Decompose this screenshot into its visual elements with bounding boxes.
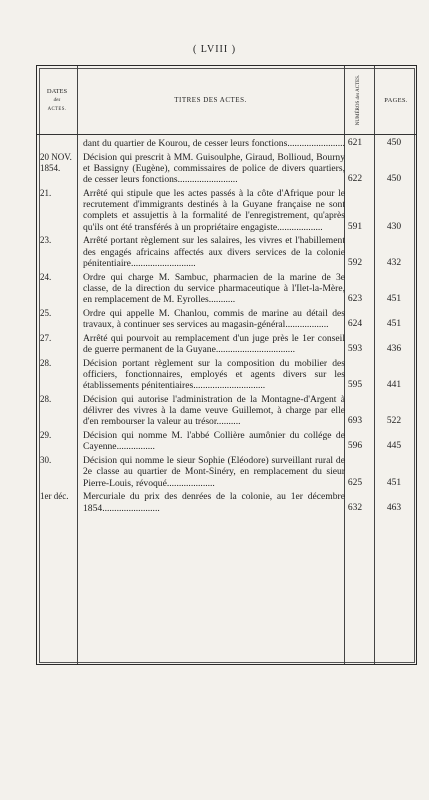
list-item xyxy=(37,152,416,186)
list-item xyxy=(37,188,416,233)
header-dates-line2: des xyxy=(53,97,61,103)
entry-number: 591 xyxy=(347,221,363,232)
entry-title: Arrêté qui pourvoit au remplacement d'un juge près le 1er conseil de guerre permanent de la Guyane................................. xyxy=(83,332,345,356)
entry-title: Décision qui nomme M. l'abbé Collière aumônier du collége de Cayenne................ xyxy=(83,430,345,453)
entry-page: 463 xyxy=(386,502,402,513)
entry-page: 436 xyxy=(386,344,402,355)
header-titles: TITRES DES ACTES. xyxy=(174,96,247,104)
entry-page: 430 xyxy=(386,221,402,232)
entry-date: 25. xyxy=(40,307,52,318)
header-dates-line1: DATES xyxy=(46,87,68,95)
entry-date: 28. xyxy=(40,394,52,405)
entry-title: Mercuriale du prix des denrées de la colonie, au 1er décembre 1854........................ xyxy=(83,491,345,514)
header-numeros xyxy=(344,66,374,134)
entry-number: 596 xyxy=(347,441,363,452)
entry-page: 445 xyxy=(386,441,402,452)
entry-page: 450 xyxy=(386,138,402,148)
header-numeros-line1: NUMÉROS xyxy=(356,100,362,126)
entry-number: 595 xyxy=(347,380,363,391)
header-numeros-line3: ACTES. xyxy=(356,74,362,92)
entry-title: Décision qui nomme le sieur Sophie (Eléodore) surveillant rural de 2e classe au quartier de Mont-Sinéry, en remplacement du sieur Pierre-Louis, révoqué.................... xyxy=(83,455,345,489)
header-dates-line3: ACTES. xyxy=(47,106,67,112)
list-item xyxy=(37,272,416,306)
list-item xyxy=(37,308,416,330)
entry-page: 432 xyxy=(386,257,402,268)
list-item xyxy=(37,455,416,489)
entry-number: 622 xyxy=(347,174,363,185)
entry-title: Décision qui autorise l'administration de la Montagne-d'Argent à délivrer des vivres à la dame veuve Guillemot, à charge par elle d'en rembourser la valeur au trésor.......... xyxy=(83,394,345,428)
entry-date: 29. xyxy=(40,430,52,441)
entry-number: 625 xyxy=(347,477,363,488)
list-item xyxy=(37,394,416,428)
entry-number: 621 xyxy=(347,138,363,148)
header-numeros-text xyxy=(356,75,362,125)
entry-page: 451 xyxy=(386,477,402,488)
entry-title: Décision qui prescrit à MM. Guisoulphe, Giraud, Bollioud, Bourny et Bassigny (Eugène), commissaires de police de divers quartiers, de cesser leurs fonctions......................... xyxy=(83,151,345,186)
header-pages: PAGES. xyxy=(384,96,408,104)
header-dates xyxy=(37,66,77,134)
entry-date: 23. xyxy=(40,235,52,246)
entry-title: Arrêté portant règlement sur les salaires, les vivres et l'habillement des engagés africains affectés aux divers services de la colonie pénitentiaire........................... xyxy=(83,235,345,269)
list-item xyxy=(37,491,416,513)
entry-number: 623 xyxy=(347,294,363,305)
entry-number: 624 xyxy=(347,319,363,330)
entry-date: 28. xyxy=(40,357,52,368)
header-numeros-line2: des xyxy=(356,92,362,100)
entries-list xyxy=(37,138,416,516)
entry-title: Ordre qui charge M. Sambuc, pharmacien de la marine de 3e classe, de la direction du service pharmaceutique à l'Ilet-la-Mère, en remplacement de M. Eyrolles........... xyxy=(83,271,345,306)
entry-number: 593 xyxy=(347,344,363,355)
entry-number: 592 xyxy=(347,257,363,268)
entry-title: dant du quartier de Kourou, de cesser leurs fonctions........................ xyxy=(83,138,345,149)
entry-title: Décision portant règlement sur la composition du mobilier des officiers, fonctionnaires, employés et agents divers sur les établissements pénitentiaires.............................. xyxy=(83,357,345,392)
list-item xyxy=(37,430,416,452)
list-item xyxy=(37,235,416,269)
entry-page: 522 xyxy=(386,416,402,427)
list-item xyxy=(37,333,416,355)
entry-title: Ordre qui appelle M. Chanlou, commis de marine au détail des travaux, à continuer ses services au magasin-général.................. xyxy=(83,307,345,331)
entry-date: 20 NOV. 1854. xyxy=(40,151,72,173)
entry-title: Arrêté qui stipule que les actes passés à la côte d'Afrique pour le recrutement d'immigrants destinés à la Guyane française ne sont complets et assujettis à la formalité de l'enregistrement, qu'après qu'ils ont été transférés à un propriétaire engagiste................... xyxy=(83,188,345,233)
header-divider xyxy=(37,134,416,135)
entry-date: 27. xyxy=(40,332,52,343)
entry-page: 441 xyxy=(386,380,402,391)
entry-number: 632 xyxy=(347,502,363,513)
list-item xyxy=(37,138,416,149)
entry-page: 451 xyxy=(386,319,402,330)
page-number: ( LVIII ) xyxy=(192,44,237,55)
entry-date: 21. xyxy=(40,188,52,198)
entry-date: 1er déc. xyxy=(40,491,69,502)
entry-page: 451 xyxy=(386,294,402,305)
entry-date: 24. xyxy=(40,271,52,282)
index-table xyxy=(36,65,417,665)
entry-date: 30. xyxy=(40,455,52,466)
entry-page: 450 xyxy=(386,174,402,185)
list-item xyxy=(37,358,416,392)
entry-number: 693 xyxy=(347,416,363,427)
